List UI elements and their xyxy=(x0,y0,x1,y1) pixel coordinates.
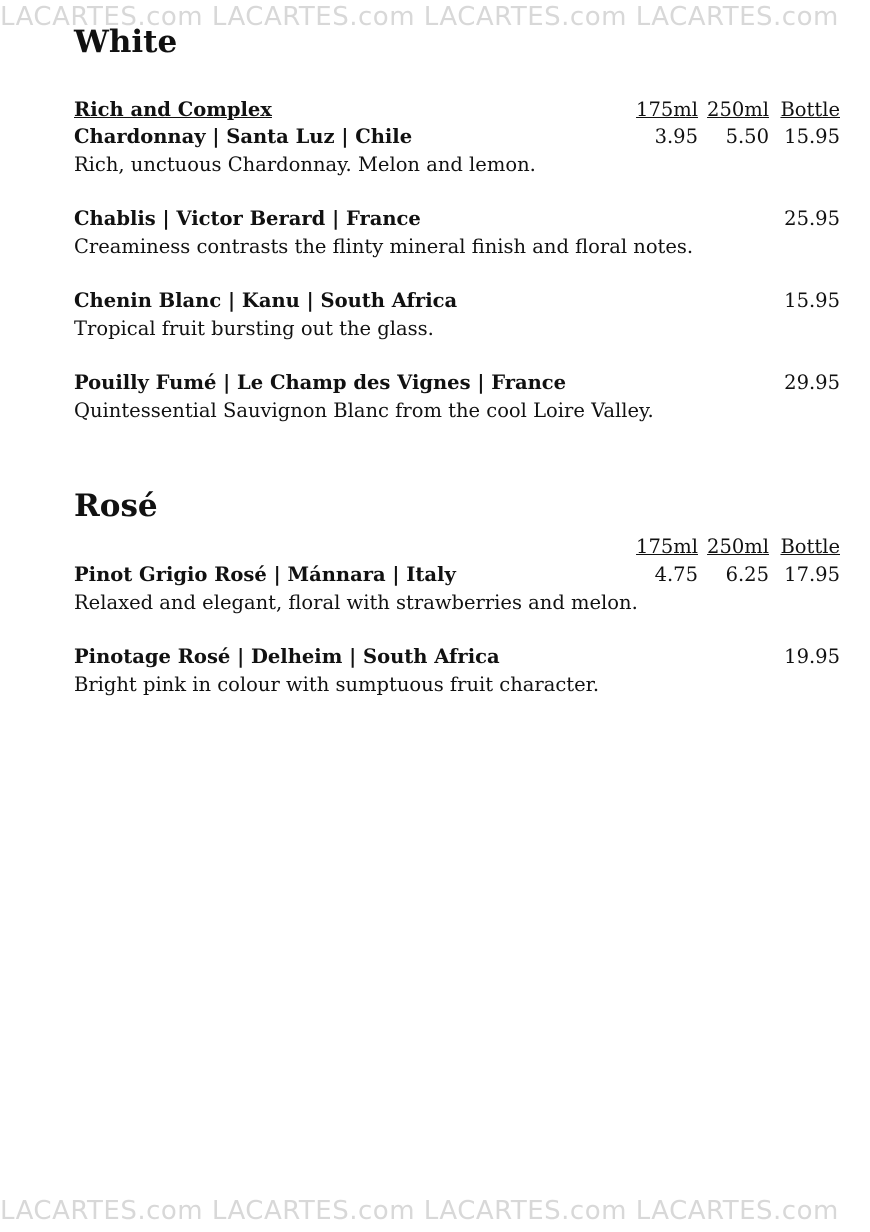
price-bottle: 19.95 xyxy=(784,645,840,668)
price-bottle: 17.95 xyxy=(784,563,840,586)
price-bottle: 15.95 xyxy=(784,125,840,148)
wine-name: Chardonnay | Santa Luz | Chile xyxy=(74,125,413,148)
wine-description: Quintessential Sauvignon Blanc from the cool Loire Valley. xyxy=(74,399,654,422)
wine-description-pinotage-rose xyxy=(74,671,840,699)
watermark-top: LACARTES.com LACARTES.com LACARTES.com LACARTES.com xyxy=(0,2,839,32)
white-header-row xyxy=(74,96,840,124)
wine-description: Rich, unctuous Chardonnay. Melon and lemon. xyxy=(74,153,536,176)
price-bottle: 29.95 xyxy=(784,371,840,394)
price-bottle: 15.95 xyxy=(784,289,840,312)
wine-row-pinotage-rose xyxy=(74,643,840,671)
wine-name: Chablis | Victor Berard | France xyxy=(74,207,421,230)
wine-description: Creaminess contrasts the flinty mineral finish and floral notes. xyxy=(74,235,694,258)
price-250ml: 6.25 xyxy=(725,563,769,586)
price-175ml: 3.95 xyxy=(654,125,698,148)
wine-row-chablis xyxy=(74,205,840,233)
column-header-bottle: Bottle xyxy=(780,535,840,558)
wine-description-chenin-blanc xyxy=(74,315,840,343)
wine-description-pinot-grigio-rose xyxy=(74,589,840,617)
wine-name: Pinotage Rosé | Delheim | South Africa xyxy=(74,645,500,668)
column-header-250ml: 250ml xyxy=(707,535,769,558)
column-header-bottle: Bottle xyxy=(780,98,840,121)
wine-name: Chenin Blanc | Kanu | South Africa xyxy=(74,289,458,312)
subheading-rich-and-complex: Rich and Complex xyxy=(74,98,272,121)
wine-name: Pinot Grigio Rosé | Mánnara | Italy xyxy=(74,563,456,586)
wine-description-chablis xyxy=(74,233,840,261)
wine-row-chenin-blanc xyxy=(74,287,840,315)
wine-row-pinot-grigio-rose xyxy=(74,561,840,589)
wine-description: Tropical fruit bursting out the glass. xyxy=(74,317,434,340)
section-title-rose: Rosé xyxy=(74,488,158,524)
price-bottle: 25.95 xyxy=(784,207,840,230)
wine-description: Bright pink in colour with sumptuous fruit character. xyxy=(74,673,600,696)
rose-header-row xyxy=(74,533,840,561)
wine-description-chardonnay xyxy=(74,151,840,179)
column-header-175ml: 175ml xyxy=(636,535,698,558)
watermark-bottom: LACARTES.com LACARTES.com LACARTES.com LACARTES.com xyxy=(0,1196,839,1226)
section-title-white: White xyxy=(74,24,178,60)
column-header-250ml: 250ml xyxy=(707,98,769,121)
wine-description: Relaxed and elegant, floral with strawberries and melon. xyxy=(74,591,638,614)
wine-description-pouilly-fume xyxy=(74,397,840,425)
wine-name: Pouilly Fumé | Le Champ des Vignes | France xyxy=(74,371,567,394)
price-250ml: 5.50 xyxy=(725,125,769,148)
column-header-175ml: 175ml xyxy=(636,98,698,121)
price-175ml: 4.75 xyxy=(654,563,698,586)
wine-row-pouilly-fume xyxy=(74,369,840,397)
wine-row-chardonnay xyxy=(74,123,840,151)
